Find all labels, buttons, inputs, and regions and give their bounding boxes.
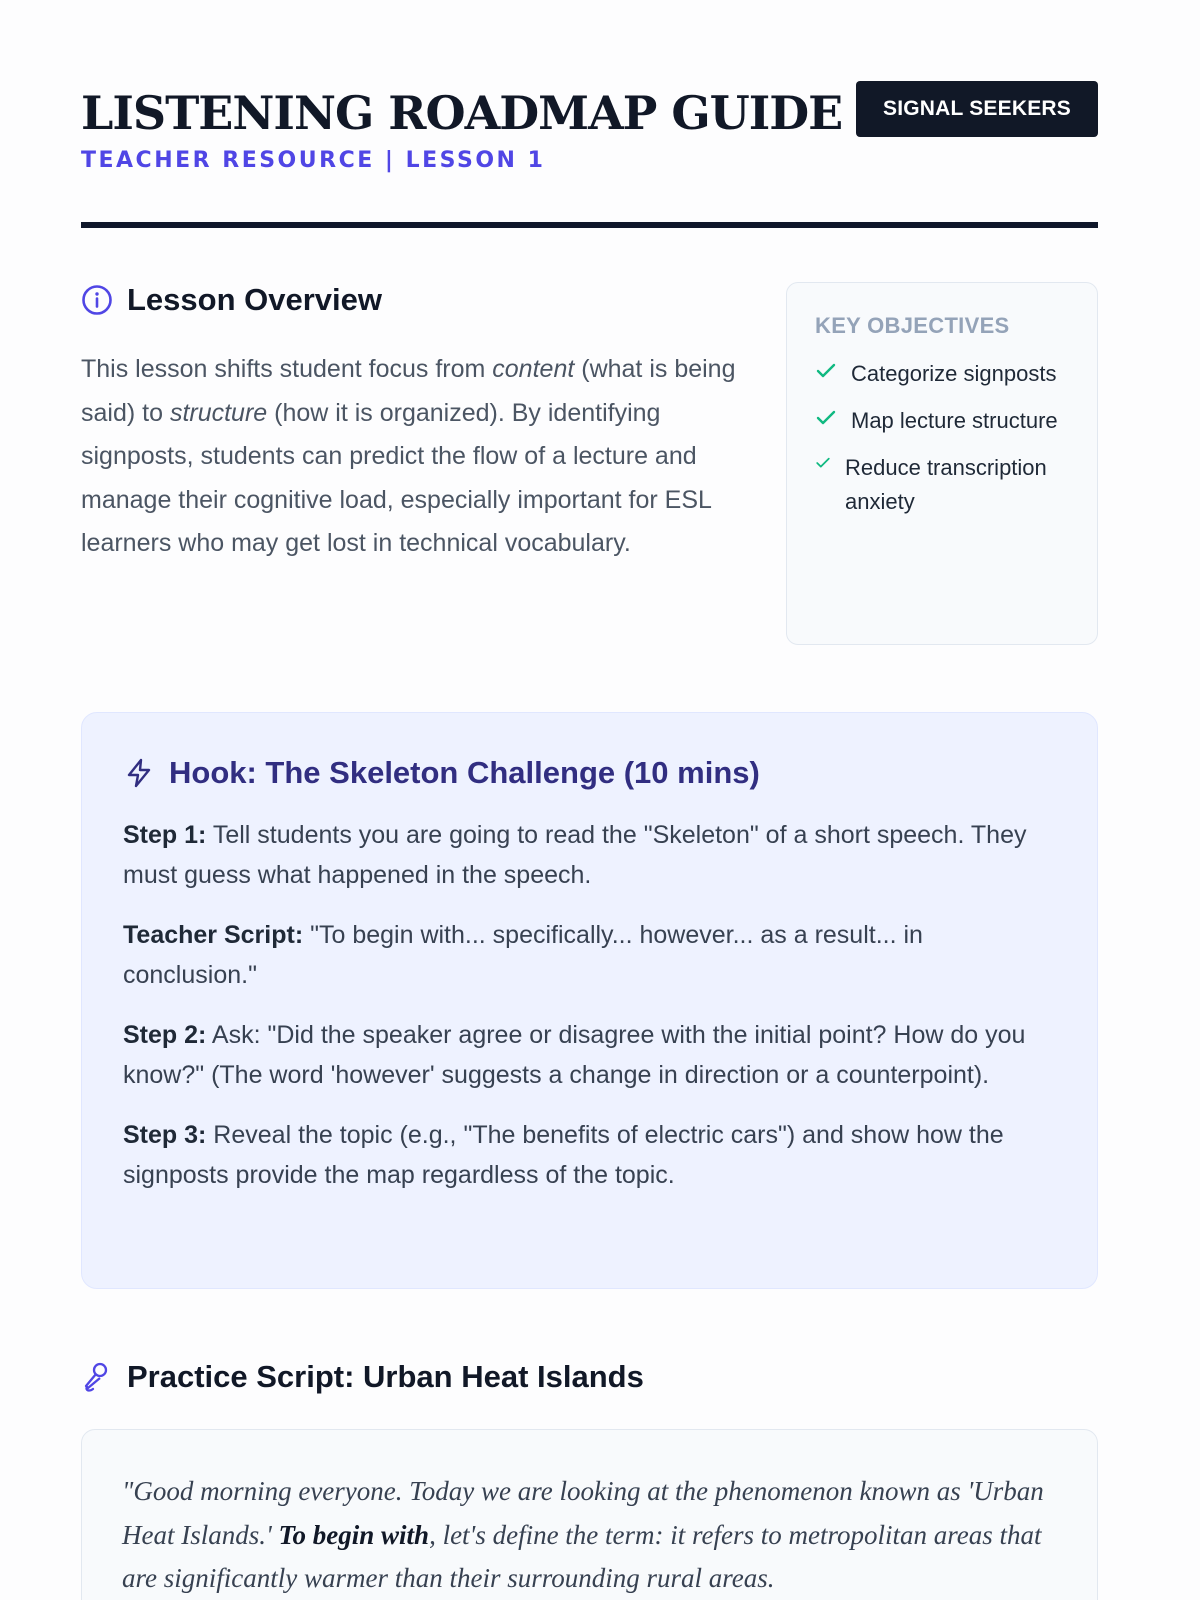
- lightning-icon: [123, 757, 155, 789]
- step-label: Step 3:: [123, 1121, 207, 1149]
- info-icon: [81, 284, 113, 316]
- signal-seekers-badge: SIGNAL SEEKERS: [856, 81, 1098, 137]
- check-icon: [815, 451, 831, 476]
- overview-heading-row: [81, 282, 761, 318]
- key-objectives-card: [786, 282, 1098, 645]
- step-paragraph: [123, 915, 1057, 995]
- step-text: Tell students you are going to read the "Skeleton" of a short speech. They must guess what happened in the speech.: [123, 821, 1027, 889]
- script-signpost: To begin with: [278, 1519, 430, 1550]
- hook-heading: Hook: The Skeleton Challenge (10 mins): [169, 755, 760, 790]
- hook-section: [81, 712, 1098, 1289]
- script-text-part: , let's define the term: it refers to metropolitan areas that are significantly warmer than their surrounding rural areas.: [122, 1519, 1042, 1593]
- overview-text-part: (what is being said) to: [81, 355, 736, 427]
- step-paragraph: [123, 815, 1057, 895]
- page-title: LISTENING ROADMAP GUIDE: [81, 86, 843, 140]
- overview-content: [81, 282, 761, 566]
- overview-text-part: This lesson shifts student focus from: [81, 355, 493, 383]
- hook-body: [123, 815, 1057, 1195]
- step-label: Teacher Script:: [123, 921, 304, 949]
- objectives-title: KEY OBJECTIVES: [815, 313, 1010, 338]
- step-text: "To begin with... specifically... however... as a result... in conclusion.": [123, 921, 923, 989]
- overview-heading: Lesson Overview: [127, 282, 383, 317]
- practice-heading: Practice Script: Urban Heat Islands: [127, 1359, 644, 1394]
- microphone-icon: [81, 1361, 111, 1393]
- step-text: Ask: "Did the speaker agree or disagree with the initial point? How do you know?" (The word 'however' suggests a change in direction or a counterpoint).: [123, 1021, 1026, 1089]
- overview-text-part: (how it is organized). By identifying signposts, students can predict the flow of a lecture and manage their cognitive load, especially important for ESL learners who may get lost in technical vocabulary.: [81, 398, 711, 557]
- step-label: Step 1:: [123, 821, 207, 849]
- practice-heading-row: [81, 1359, 1098, 1395]
- step-paragraph: [123, 1015, 1057, 1095]
- practice-script-text: [122, 1470, 1057, 1600]
- objectives-list: [815, 357, 1077, 519]
- practice-script-box: [81, 1429, 1098, 1600]
- list-item: [815, 404, 1077, 438]
- lesson-overview-section: [81, 282, 1098, 640]
- check-icon: [815, 357, 837, 386]
- list-item: [815, 357, 1077, 391]
- objective-text: Reduce transcription anxiety: [845, 455, 1047, 514]
- overview-emphasis-content: content: [492, 355, 575, 383]
- page-header: [81, 0, 1098, 228]
- step-label: Step 2:: [123, 1021, 207, 1049]
- objective-text: Categorize signposts: [851, 361, 1057, 386]
- script-text-part: "Good morning everyone. Today we are looking at the phenomenon known as 'Urban Heat Islands.': [122, 1476, 1044, 1550]
- step-text: Reveal the topic (e.g., "The benefits of electric cars") and show how the signposts provide the map regardless of the topic.: [123, 1121, 1004, 1189]
- page-subtitle: TEACHER RESOURCE | LESSON 1: [81, 148, 546, 173]
- step-paragraph: [123, 1115, 1057, 1195]
- list-item: [815, 451, 1077, 519]
- check-icon: [815, 404, 837, 433]
- overview-emphasis-structure: structure: [169, 398, 268, 427]
- objective-text: Map lecture structure: [851, 408, 1058, 433]
- overview-text: [81, 348, 761, 566]
- hook-heading-row: [123, 755, 1057, 791]
- practice-script-section: [81, 1359, 1098, 1600]
